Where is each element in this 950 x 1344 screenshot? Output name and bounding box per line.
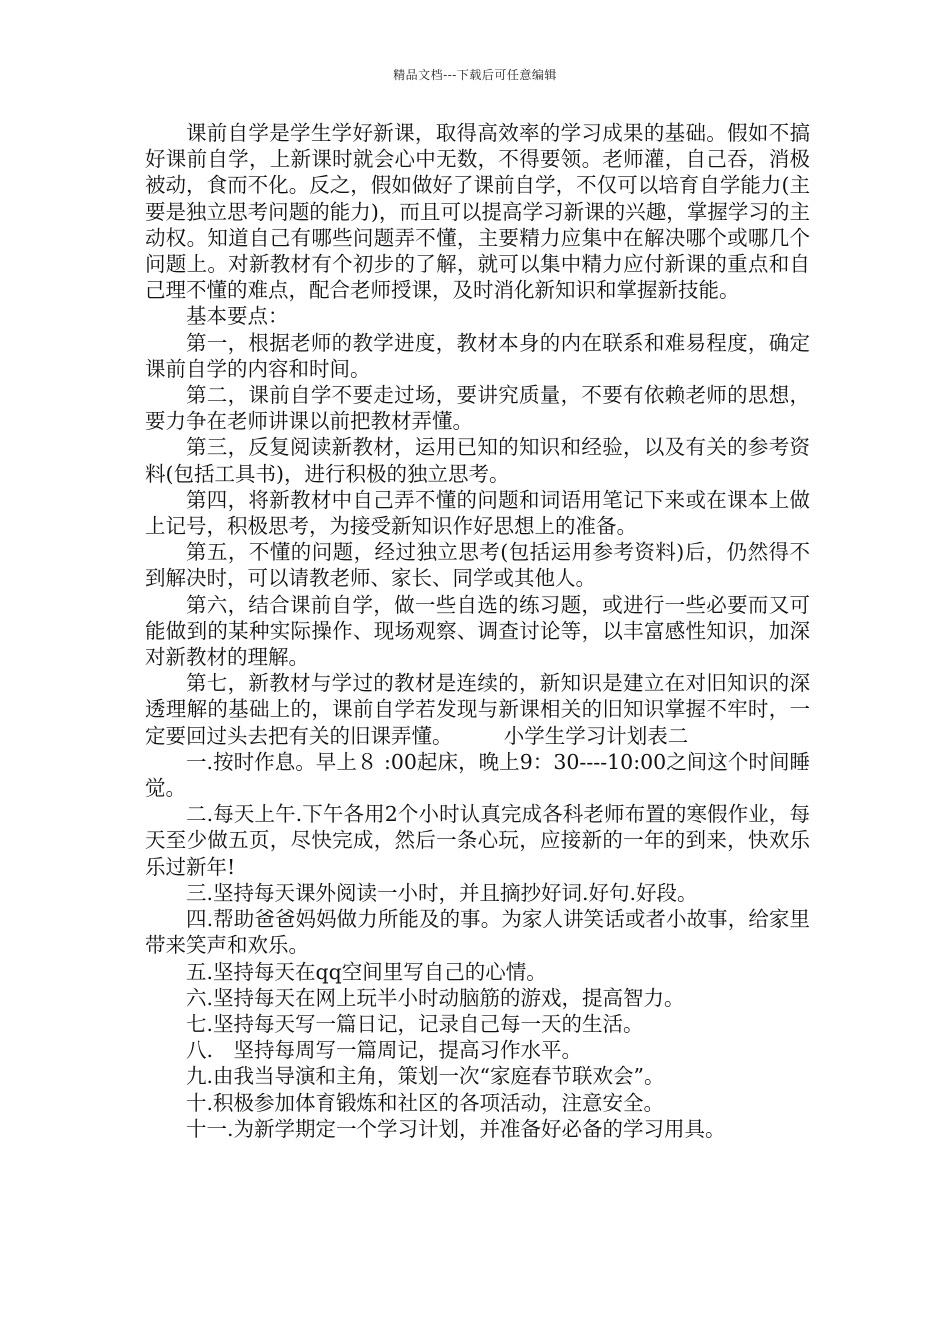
page-header: 精品文档---下载后可任意编辑 (393, 68, 557, 82)
paragraph-point-7: 第七，新教材与学过的教材是连续的，新知识是建立在对旧知识的深透理解的基础上的，课前自学若发现与新课相关的旧知识掌握不牢时，一定要回过头去把有关的旧课弄懂。 小学生学习计划表二 (145, 671, 810, 748)
plan-item-5: 五.坚持每天在qq空间里写自己的心情。 (186, 959, 547, 984)
document-body (145, 120, 810, 1142)
plan-item-4: 四.帮助爸爸妈妈做力所能及的事。为家人讲笑话或者小故事，给家里带来笑声和欢乐。 (145, 907, 810, 958)
plan-item-2: 二.每天上午.下午各用2个小时认真完成各科老师布置的寒假作业，每天至少做五页，尽快完成，然后一条心玩，应接新的一年的到来，快欢乐乐过新年! (145, 802, 810, 879)
paragraph-point-6: 第六，结合课前自学，做一些自选的练习题，或进行一些必要而又可能做到的某种实际操作、现场观察、调查讨论等，以丰富感性知识，加深对新教材的理解。 (145, 592, 810, 670)
plan-item-9: 九.由我当导演和主角，策划一次“家庭春节联欢会”。 (186, 1064, 665, 1089)
plan-item-11: 十一.为新学期定一个学习计划，并准备好必备的学习用具。 (186, 1116, 726, 1141)
paragraph-point-2: 第二，课前自学不要走过场，要讲究质量，不要有依赖老师的思想，要力争在老师讲课以前把教材弄懂。 (145, 383, 810, 434)
paragraph-point-3: 第三，反复阅读新教材，运用已知的知识和经验，以及有关的参考资料(包括工具书)，进行积极的独立思考。 (145, 435, 810, 486)
plan-item-1: 一.按时作息。早上８ :00起床，晚上9：30----10:00之间这个时间睡觉。 (145, 749, 810, 801)
plan-item-7: 七.坚持每天写一篇日记，记录自己每一天的生活。 (186, 1011, 644, 1036)
plan-item-10: 十.积极参加体育锻炼和社区的各项活动，注意安全。 (186, 1090, 665, 1115)
plan-item-8: 八. 坚持每周写一篇周记，提高习作水平。 (186, 1038, 583, 1063)
plan-item-6: 六.坚持每天在网上玩半小时动脑筋的游戏，提高智力。 (186, 985, 685, 1010)
paragraph-point-1: 第一，根据老师的教学进度，教材本身的内在联系和难易程度，确定课前自学的内容和时间。 (145, 330, 810, 381)
paragraph-point-4: 第四，将新教材中自己弄不懂的问题和词语用笔记下来或在课本上做上记号，积极思考，为接受新知识作好思想上的准备。 (145, 487, 810, 539)
paragraph-point-5: 第五，不懂的问题，经过独立思考(包括运用参考资料)后，仍然得不到解决时，可以请教老师、家长、同学或其他人。 (145, 540, 810, 591)
paragraph-intro: 课前自学是学生学好新课，取得高效率的学习成果的基础。假如不搞好课前自学，上新课时就会心中无数，不得要领。老师灌，自己吞，消极被动，食而不化。反之，假如做好了课前自学，不仅可以培育自学能力(主要是独立思考问题的能力)，而且可以提高学习新课的兴趣，掌握学习的主动权。知道自己有哪些问题弄不懂，主要精力应集中在解决哪个或哪几个问题上。对新教材有个初步的了解，就可以集中精力应付新课的重点和自己理不懂的难点，配合老师授课，及时消化新知识和掌握新技能。 (145, 121, 810, 303)
paragraph-key-points-heading: 基本要点： (186, 304, 289, 329)
plan-item-3: 三.坚持每天课外阅读一小时，并且摘抄好词.好句.好段。 (186, 880, 698, 905)
